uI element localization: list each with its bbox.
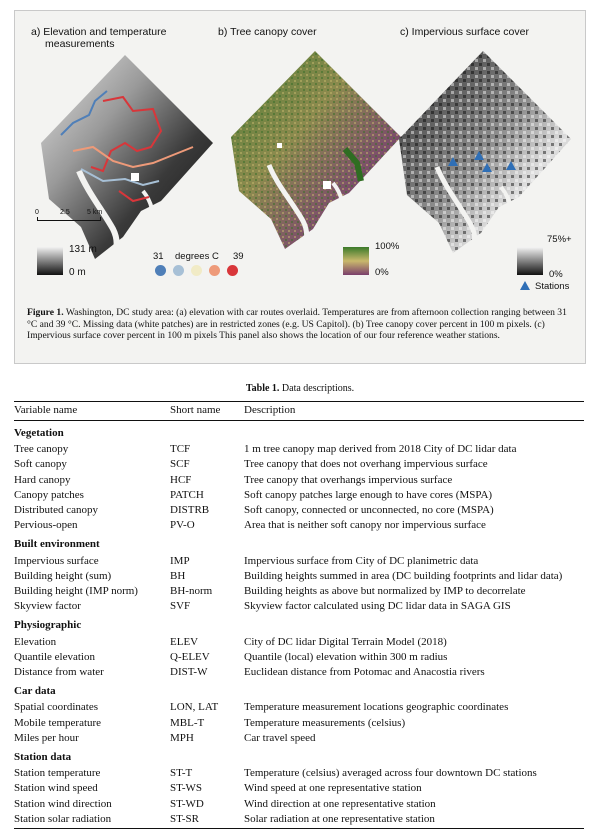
- cell-description: Quantile (local) elevation within 300 m radius: [244, 650, 448, 663]
- cell-short-name: ST-WS: [170, 782, 202, 795]
- cell-variable-name: Pervious-open: [14, 519, 78, 532]
- table-row: [14, 569, 584, 583]
- header-short-name: Short name: [170, 404, 221, 416]
- cell-short-name: IMP: [170, 554, 190, 567]
- cell-description: City of DC lidar Digital Terrain Model (2018): [244, 635, 447, 648]
- cell-variable-name: Soft canopy: [14, 458, 67, 471]
- temp-dot-1: [155, 265, 166, 276]
- elevation-high-label: 131 m: [69, 244, 97, 255]
- temp-dot-5: [227, 265, 238, 276]
- cell-variable-name: Quantile elevation: [14, 650, 95, 663]
- cell-short-name: MPH: [170, 731, 194, 744]
- cell-variable-name: Station wind speed: [14, 782, 98, 795]
- temp-dot-4: [209, 265, 220, 276]
- cell-variable-name: Tree canopy: [14, 443, 69, 456]
- cell-description: Temperature (celsius) averaged across four downtown DC stations: [244, 767, 537, 780]
- cell-variable-name: Impervious surface: [14, 554, 99, 567]
- cell-description: Soft canopy patches large enough to have cores (MSPA): [244, 488, 493, 501]
- cell-variable-name: Building height (sum): [14, 569, 112, 582]
- panel-a-title: [31, 26, 166, 50]
- table-row: [14, 488, 584, 502]
- panel-b-title: b) Tree canopy cover: [218, 26, 317, 38]
- cell-variable-name: Canopy patches: [14, 488, 84, 501]
- table-bottom-rule: [14, 828, 584, 829]
- canopy-low-label: 0%: [375, 267, 389, 278]
- section-heading: Vegetation: [14, 427, 64, 439]
- cell-description: Temperature measurements (celsius): [244, 716, 406, 729]
- canopy-high-label: 100%: [375, 241, 400, 252]
- cell-description: Temperature measurement locations geographic coordinates: [244, 701, 509, 714]
- cell-description: 1 m tree canopy map derived from 2018 City of DC lidar data: [244, 443, 517, 456]
- cell-short-name: ELEV: [170, 635, 199, 648]
- cell-description: Solar radiation at one representative station: [244, 812, 435, 825]
- figure-caption-label: Figure 1.: [27, 307, 64, 318]
- cell-short-name: PATCH: [170, 488, 204, 501]
- table-row: [14, 554, 584, 568]
- cell-short-name: SVF: [170, 600, 191, 613]
- table-row: [14, 457, 584, 471]
- temp-unit-label: degrees C: [175, 251, 219, 262]
- elevation-low-label: 0 m: [69, 267, 86, 278]
- cell-short-name: TCF: [170, 443, 191, 456]
- elevation-gradient: [37, 247, 63, 275]
- cell-short-name: PV-O: [170, 519, 195, 532]
- cell-variable-name: Distance from water: [14, 666, 104, 678]
- scale-tick-2-5: 2.5: [60, 209, 70, 216]
- cell-variable-name: Distributed canopy: [14, 504, 99, 516]
- cell-variable-name: Building height (IMP norm): [14, 585, 138, 597]
- temp-dot-2: [173, 265, 184, 276]
- table-row: [14, 797, 584, 811]
- cell-description: Wind direction at one representative station: [244, 797, 436, 810]
- table-top-rule: [14, 401, 584, 402]
- cell-variable-name: Miles per hour: [14, 731, 79, 744]
- cell-variable-name: Mobile temperature: [14, 716, 102, 729]
- cell-description: Tree canopy that does not overhang impervious surface: [244, 458, 488, 471]
- tree-canopy-map: [225, 47, 405, 251]
- cell-variable-name: Station wind direction: [14, 797, 112, 810]
- scale-tick-0: 0: [35, 209, 39, 216]
- cell-short-name: BH-norm: [170, 585, 213, 597]
- table-row: [14, 812, 584, 826]
- cell-short-name: DIST-W: [170, 666, 208, 678]
- figure-caption-text: Washington, DC study area: (a) elevation with car routes overlaid. Temperatures are from afternoon collection ranging between 31 °C and 39 °C. Missing data (white patches) are in restricted zones (e.g. US Capitol). (b) Tree canopy cover percent in 100 m pixels. (c) Impervious surface cover percent in 100 m pixels This panel also shows the location of our four reference weather stations.: [27, 307, 567, 342]
- cell-description: Area that is neither soft canopy nor impervious surface: [244, 519, 486, 532]
- figure-caption: [27, 307, 575, 342]
- cell-short-name: BH: [170, 569, 186, 582]
- section-heading: Physiographic: [14, 619, 82, 632]
- cell-short-name: ST-WD: [170, 797, 204, 810]
- table-row: [14, 665, 584, 679]
- cell-variable-name: Station temperature: [14, 767, 101, 780]
- cell-description: Wind speed at one representative station: [244, 782, 422, 795]
- temp-low-label: 31: [153, 251, 164, 262]
- station-triangle-icon: [520, 281, 530, 290]
- table-row: [14, 766, 584, 780]
- table-row: [14, 781, 584, 795]
- cell-variable-name: Station solar radiation: [14, 812, 112, 825]
- table-row: [14, 731, 584, 745]
- table-row: [14, 650, 584, 664]
- table-title-text: Data descriptions.: [279, 383, 355, 394]
- canopy-gradient: [343, 247, 369, 275]
- table-row: [14, 503, 584, 517]
- cell-short-name: HCF: [170, 473, 192, 486]
- cell-short-name: ST-T: [170, 767, 193, 780]
- table-row: [14, 473, 584, 487]
- figure-1: [14, 10, 586, 364]
- cell-description: Impervious surface from City of DC planimetric data: [244, 554, 479, 567]
- cell-description: Soft canopy, connected or unconnected, no core (MSPA): [244, 504, 494, 516]
- section-heading: Built environment: [14, 538, 100, 551]
- table-row: [14, 599, 584, 613]
- stations-label: Stations: [535, 281, 570, 292]
- impervious-gradient: [517, 247, 543, 275]
- header-variable-name: Variable name: [14, 404, 78, 416]
- cell-variable-name: Spatial coordinates: [14, 701, 99, 714]
- temp-high-label: 39: [233, 251, 244, 262]
- cell-short-name: DISTRB: [170, 504, 210, 516]
- panel-a-title-line2: measurements: [45, 38, 115, 50]
- cell-description: Tree canopy that overhangs impervious surface: [244, 473, 453, 486]
- elevation-map: [33, 51, 218, 261]
- table-row: [14, 716, 584, 730]
- section-heading: Car data: [14, 685, 56, 698]
- table-row: [14, 635, 584, 649]
- table-title: [0, 383, 600, 394]
- cell-short-name: SCF: [170, 458, 190, 471]
- cell-description: Building heights summed in area (DC building footprints and lidar data): [244, 569, 563, 582]
- table-row: [14, 442, 584, 456]
- impervious-high-label: 75%+: [547, 234, 572, 245]
- cell-variable-name: Skyview factor: [14, 600, 81, 613]
- panel-c-title: c) Impervious surface cover: [400, 26, 529, 38]
- cell-description: Skyview factor calculated using DC lidar data in SAGA GIS: [244, 600, 511, 613]
- cell-variable-name: Hard canopy: [14, 473, 71, 486]
- cell-short-name: MBL-T: [170, 716, 205, 729]
- section-heading: Station data: [14, 751, 72, 763]
- cell-short-name: LON, LAT: [170, 701, 219, 714]
- cell-short-name: Q-ELEV: [170, 650, 210, 663]
- impervious-surface-map: [391, 47, 575, 255]
- table-row: [14, 700, 584, 714]
- header-description: Description: [244, 404, 296, 416]
- table-row: [14, 518, 584, 532]
- temp-dot-3: [191, 265, 202, 276]
- panel-a-title-line1: a) Elevation and temperature: [31, 26, 167, 38]
- impervious-low-label: 0%: [549, 269, 563, 280]
- table-row: [14, 584, 584, 598]
- cell-short-name: ST-SR: [170, 812, 199, 825]
- table-header-row: [14, 403, 584, 417]
- scale-tick-5km: 5 km: [87, 209, 103, 216]
- table-title-label: Table 1.: [245, 383, 280, 394]
- cell-description: Euclidean distance from Potomac and Anacostia rivers: [244, 666, 485, 678]
- cell-variable-name: Elevation: [14, 635, 57, 648]
- cell-description: Car travel speed: [244, 731, 316, 744]
- table-header-rule: [14, 420, 584, 421]
- cell-description: Building heights as above but normalized by IMP to decorrelate: [244, 585, 526, 597]
